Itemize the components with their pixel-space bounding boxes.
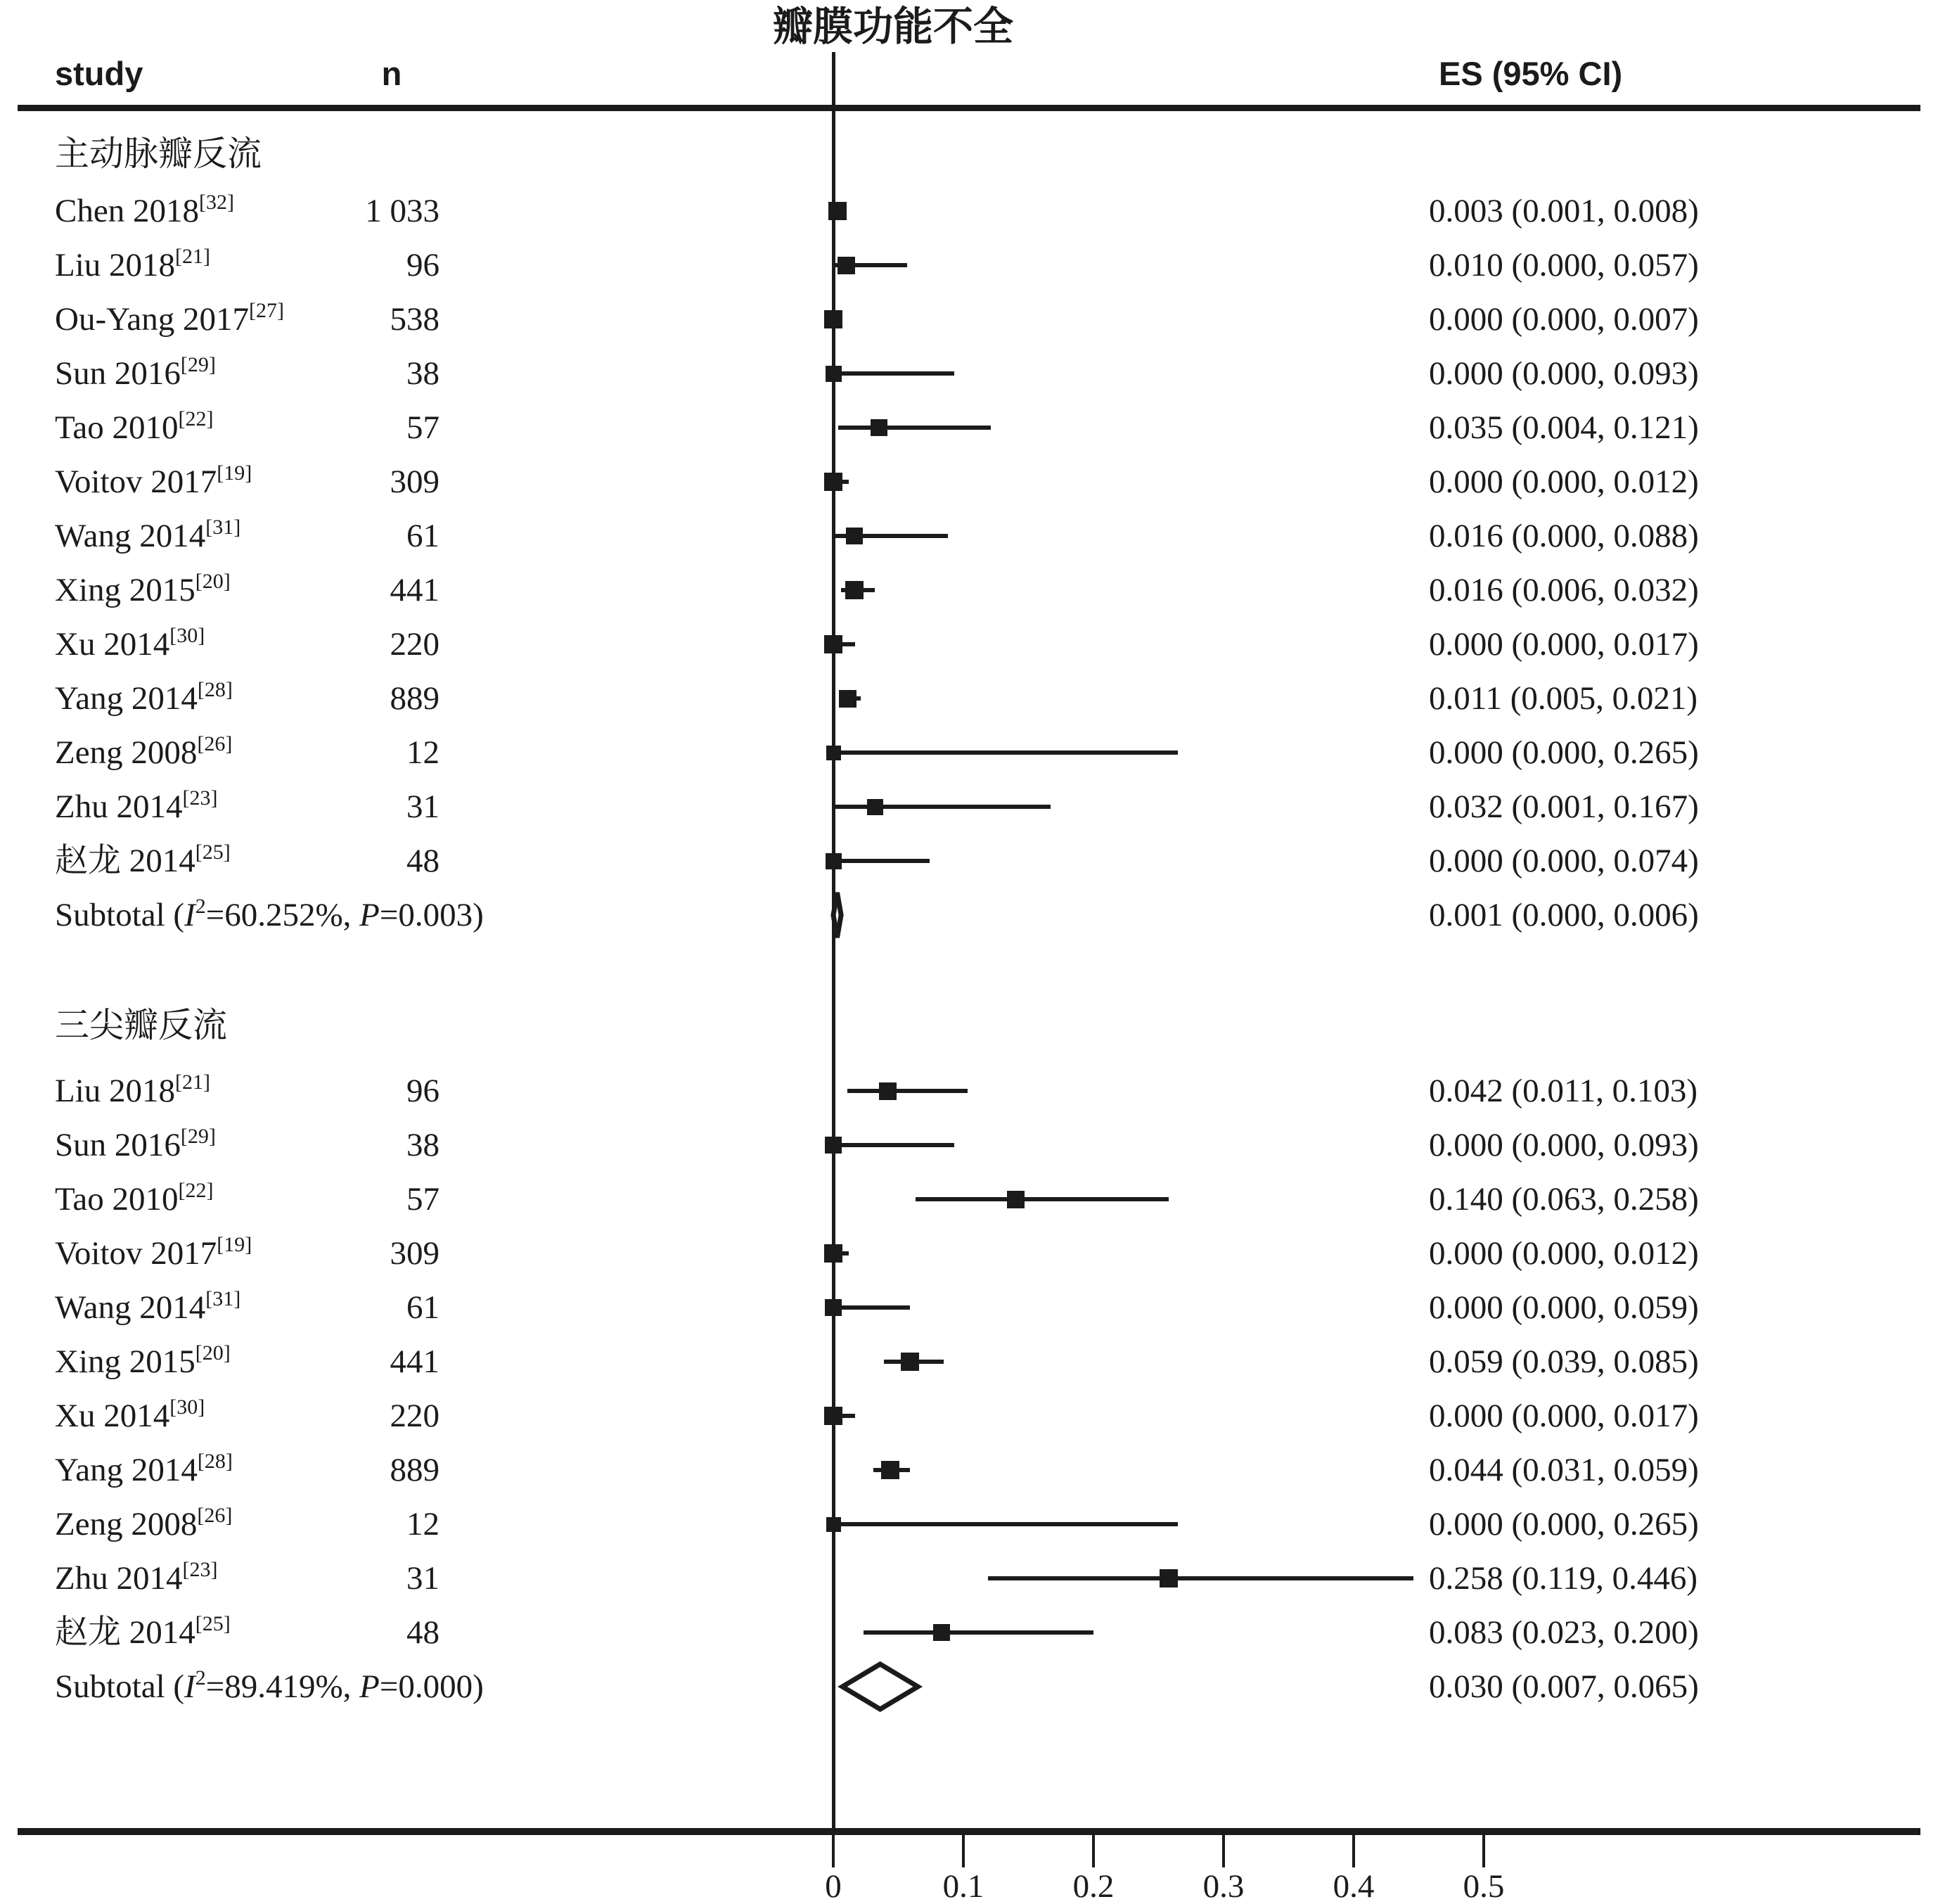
es-ci-text: 0.140 (0.063, 0.258): [1429, 1181, 1699, 1218]
effect-marker: [826, 853, 842, 869]
ci-line: [833, 1143, 954, 1147]
subtotal-label-part: =0.000): [379, 1668, 484, 1705]
subtotal-label: [55, 1663, 484, 1710]
subtotal-diamond-shape: [833, 893, 841, 938]
study-name-text: Zeng 2008: [55, 734, 198, 771]
study-name-text: Chen 2018: [55, 193, 199, 229]
study-name-text: 赵龙 2014: [55, 843, 195, 879]
study-name-text: Xing 2015: [55, 1343, 195, 1380]
study-ref: [23]: [182, 786, 218, 810]
study-name-text: Yang 2014: [55, 680, 198, 717]
es-ci-text: 0.030 (0.007, 0.065): [1429, 1668, 1699, 1705]
study-name: [55, 621, 205, 667]
axis-tick-label: 0.2: [1072, 1868, 1115, 1904]
study-name: [55, 188, 234, 234]
study-ref: [31]: [205, 1287, 241, 1310]
study-name-text: Xu 2014: [55, 626, 170, 663]
study-n: 31: [406, 1560, 439, 1597]
study-n: 57: [406, 409, 439, 446]
study-name-text: Zeng 2008: [55, 1506, 198, 1542]
ci-line: [838, 426, 990, 430]
study-n: 889: [390, 680, 439, 717]
es-ci-text: 0.000 (0.000, 0.093): [1429, 1127, 1699, 1163]
effect-marker: [825, 1299, 842, 1316]
study-name: [55, 1230, 252, 1277]
ci-line: [988, 1576, 1413, 1580]
subtotal-label-part: I: [184, 897, 195, 933]
subtotal-label-part: Subtotal (: [55, 1668, 185, 1705]
study-n: 441: [390, 572, 439, 608]
study-name-text: Liu 2018: [55, 247, 176, 283]
study-n: 48: [406, 843, 439, 879]
es-ci-text: 0.016 (0.006, 0.032): [1429, 572, 1699, 608]
study-n: 57: [406, 1181, 439, 1218]
study-n: 889: [390, 1452, 439, 1488]
study-name-text: Zhu 2014: [55, 1560, 183, 1597]
es-ci-text: 0.010 (0.000, 0.057): [1429, 247, 1699, 283]
study-name: [55, 1068, 210, 1114]
study-ref: [20]: [195, 570, 231, 593]
axis-tick-label: 0.5: [1463, 1868, 1505, 1904]
study-ref: [29]: [180, 353, 216, 376]
study-name: [55, 675, 233, 722]
subtotal-label-part: =89.419%,: [205, 1668, 360, 1705]
study-name-text: Tao 2010: [55, 1181, 179, 1218]
axis-tick-mark: [1352, 1835, 1355, 1867]
ci-line: [833, 1522, 1178, 1526]
ci-line: [833, 859, 930, 863]
study-ref: [31]: [205, 516, 241, 539]
study-name: [55, 513, 240, 559]
study-ref: [28]: [197, 678, 233, 701]
effect-marker: [826, 1517, 841, 1532]
axis-tick-label: 0: [825, 1868, 842, 1904]
subtotal-label-part: P: [359, 1668, 380, 1705]
subtotal-diamond: [825, 887, 849, 943]
study-n: 38: [406, 355, 439, 392]
effect-marker: [901, 1353, 919, 1371]
study-n: 48: [406, 1614, 439, 1651]
effect-marker: [824, 1407, 842, 1425]
effect-marker: [838, 257, 855, 274]
subtotal-label-part: =0.003): [379, 897, 484, 933]
study-n: 12: [406, 734, 439, 771]
study-name: [55, 567, 231, 613]
effect-marker: [933, 1624, 950, 1641]
study-name: [55, 838, 231, 884]
study-n: 309: [390, 1235, 439, 1272]
ci-line: [916, 1197, 1169, 1201]
effect-marker: [826, 746, 841, 760]
group-label: 三尖瓣反流: [55, 1006, 228, 1044]
study-n: 538: [390, 301, 439, 338]
study-name-text: Tao 2010: [55, 409, 179, 446]
study-name: [55, 1609, 231, 1656]
axis-tick-mark: [1482, 1835, 1485, 1867]
study-n: 31: [406, 788, 439, 825]
study-ref: [19]: [217, 1233, 252, 1256]
subtotal-label: [55, 892, 484, 938]
es-ci-text: 0.000 (0.000, 0.093): [1429, 355, 1699, 392]
column-header-n: n: [381, 55, 402, 92]
study-name: [55, 1338, 231, 1385]
effect-marker: [825, 1137, 842, 1154]
axis-tick-label: 0.3: [1202, 1868, 1245, 1904]
study-n: 96: [406, 247, 439, 283]
study-ref: [21]: [175, 1071, 211, 1094]
subtotal-diamond: [834, 1659, 926, 1715]
es-ci-text: 0.044 (0.031, 0.059): [1429, 1452, 1699, 1488]
study-name: [55, 1393, 205, 1439]
es-ci-text: 0.000 (0.000, 0.012): [1429, 1235, 1699, 1272]
es-ci-text: 0.032 (0.001, 0.167): [1429, 788, 1699, 825]
subtotal-label-part: I: [184, 1668, 195, 1705]
effect-marker: [881, 1461, 899, 1479]
subtotal-label-part: 2: [195, 1666, 206, 1689]
axis-tick-mark: [832, 1835, 835, 1867]
study-ref: [25]: [195, 1612, 231, 1635]
es-ci-text: 0.003 (0.001, 0.008): [1429, 193, 1699, 229]
study-name: [55, 1122, 216, 1168]
study-name: [55, 296, 284, 343]
study-name-text: Wang 2014: [55, 518, 206, 554]
study-name: [55, 459, 252, 505]
study-n: 309: [390, 464, 439, 500]
es-ci-text: 0.000 (0.000, 0.017): [1429, 1398, 1699, 1434]
es-ci-text: 0.000 (0.000, 0.017): [1429, 626, 1699, 663]
study-ref: [22]: [178, 1179, 214, 1202]
es-ci-text: 0.016 (0.000, 0.088): [1429, 518, 1699, 554]
study-ref: [30]: [169, 1395, 205, 1419]
study-name-text: Voitov 2017: [55, 464, 217, 500]
study-n: 441: [390, 1343, 439, 1380]
column-header-es: ES (95% CI): [1439, 55, 1623, 92]
study-n: 1 033: [365, 193, 439, 229]
effect-marker: [826, 366, 842, 382]
study-ref: [26]: [197, 732, 233, 755]
study-ref: [28]: [197, 1450, 233, 1473]
axis-baseline: [18, 1828, 1920, 1835]
subtotal-label-part: P: [359, 897, 380, 933]
es-ci-text: 0.011 (0.005, 0.021): [1429, 680, 1698, 717]
study-name: [55, 1555, 217, 1602]
effect-marker: [828, 202, 847, 220]
ci-line: [833, 371, 954, 376]
study-ref: [21]: [175, 245, 211, 268]
effect-marker: [845, 581, 864, 599]
column-header-study: study: [55, 55, 143, 92]
group-label: 主动脉瓣反流: [55, 134, 262, 173]
study-ref: [23]: [182, 1558, 218, 1581]
study-name: [55, 1447, 233, 1493]
study-name-text: 赵龙 2014: [55, 1614, 195, 1651]
study-name: [55, 729, 232, 776]
axis-tick-mark: [1222, 1835, 1225, 1867]
study-n: 38: [406, 1127, 439, 1163]
ci-line: [833, 750, 1178, 755]
study-n: 96: [406, 1073, 439, 1109]
study-name-text: Liu 2018: [55, 1073, 176, 1109]
es-ci-text: 0.000 (0.000, 0.059): [1429, 1289, 1699, 1326]
study-ref: [22]: [178, 407, 214, 430]
study-ref: [20]: [195, 1341, 231, 1365]
effect-marker: [879, 1082, 897, 1100]
study-name: [55, 242, 210, 288]
chart-title: 瓣膜功能不全: [773, 4, 1013, 49]
effect-marker: [824, 635, 842, 653]
study-name: [55, 784, 217, 830]
axis-tick-mark: [1092, 1835, 1095, 1867]
es-ci-text: 0.000 (0.000, 0.074): [1429, 843, 1699, 879]
effect-marker: [1160, 1569, 1178, 1587]
study-ref: [27]: [248, 299, 284, 322]
study-name-text: Xing 2015: [55, 572, 195, 608]
effect-marker: [871, 419, 887, 436]
ci-line: [847, 1089, 967, 1093]
study-ref: [26]: [197, 1504, 233, 1527]
effect-marker: [824, 310, 842, 328]
effect-marker: [824, 1244, 842, 1263]
study-ref: [25]: [195, 841, 231, 864]
study-n: 61: [406, 1289, 439, 1326]
study-ref: [19]: [217, 461, 252, 485]
study-name-text: Wang 2014: [55, 1289, 206, 1326]
study-name: [55, 1176, 214, 1222]
study-name: [55, 1501, 232, 1547]
study-ref: [29]: [180, 1125, 216, 1148]
header-rule: [18, 105, 1920, 111]
study-n: 220: [390, 1398, 439, 1434]
es-ci-text: 0.083 (0.023, 0.200): [1429, 1614, 1699, 1651]
study-ref: [30]: [169, 624, 205, 647]
es-ci-text: 0.000 (0.000, 0.265): [1429, 734, 1699, 771]
effect-marker: [1007, 1191, 1025, 1208]
study-n: 12: [406, 1506, 439, 1542]
study-name-text: Voitov 2017: [55, 1235, 217, 1272]
subtotal-label-part: Subtotal (: [55, 897, 185, 933]
ci-line: [833, 1305, 910, 1310]
study-name-text: Sun 2016: [55, 1127, 181, 1163]
subtotal-diamond-shape: [842, 1664, 918, 1709]
effect-marker: [824, 473, 842, 491]
study-name-text: Ou-Yang 2017: [55, 301, 249, 338]
subtotal-label-part: 2: [195, 895, 206, 918]
study-ref: [32]: [198, 191, 234, 214]
study-name: [55, 350, 216, 397]
study-n: 220: [390, 626, 439, 663]
es-ci-text: 0.000 (0.000, 0.265): [1429, 1506, 1699, 1542]
es-ci-text: 0.059 (0.039, 0.085): [1429, 1343, 1699, 1380]
es-ci-text: 0.042 (0.011, 0.103): [1429, 1073, 1698, 1109]
es-ci-text: 0.000 (0.000, 0.012): [1429, 464, 1699, 500]
effect-marker: [839, 690, 856, 708]
axis-tick-mark: [962, 1835, 965, 1867]
axis-tick-label: 0.4: [1333, 1868, 1375, 1904]
subtotal-label-part: =60.252%,: [205, 897, 360, 933]
es-ci-text: 0.000 (0.000, 0.007): [1429, 301, 1699, 338]
study-name-text: Xu 2014: [55, 1398, 170, 1434]
es-ci-text: 0.258 (0.119, 0.446): [1429, 1560, 1698, 1597]
es-ci-text: 0.001 (0.000, 0.006): [1429, 897, 1699, 933]
effect-marker: [867, 799, 883, 815]
axis-tick-label: 0.1: [942, 1868, 984, 1904]
effect-marker: [846, 528, 863, 544]
es-ci-text: 0.035 (0.004, 0.121): [1429, 409, 1699, 446]
study-name-text: Sun 2016: [55, 355, 181, 392]
study-n: 61: [406, 518, 439, 554]
study-name-text: Yang 2014: [55, 1452, 198, 1488]
study-name: [55, 1284, 240, 1331]
ci-line: [864, 1630, 1093, 1635]
study-name: [55, 404, 214, 451]
study-name-text: Zhu 2014: [55, 788, 183, 825]
